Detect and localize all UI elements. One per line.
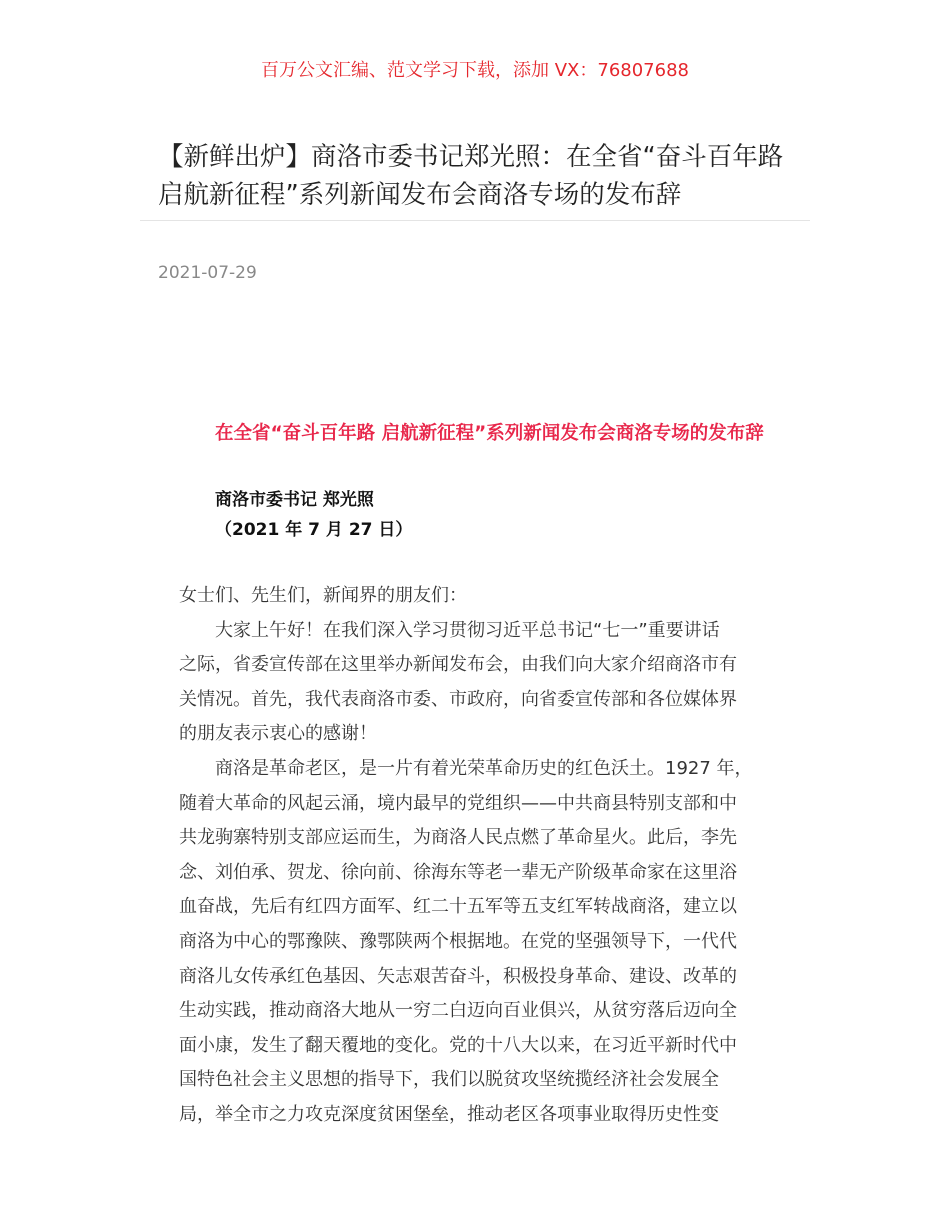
body-line: 大家上午好！在我们深入学习贯彻习近平总书记“七一”重要讲话	[215, 619, 720, 641]
body-line: 念、刘伯承、贺龙、徐向前、徐海东等老一辈无产阶级革命家在这里浴	[179, 861, 737, 883]
body-line: 的朋友表示衷心的感谢！	[179, 723, 377, 745]
body-line: 商洛为中心的鄂豫陕、豫鄂陕两个根据地。在党的坚强领导下，一代代	[179, 930, 737, 952]
speech-body	[179, 579, 779, 1133]
speech-date: （2021 年 7 月 27 日）	[215, 520, 413, 540]
body-line: 血奋战，先后有红四方面军、红二十五军等五支红军转战商洛，建立以	[179, 896, 737, 918]
promo-banner: 百万公文汇编、范文学习下载，添加 VX：76807688	[261, 60, 689, 81]
publish-date: 2021-07-29	[158, 263, 257, 283]
body-line: 商洛是革命老区，是一片有着光荣革命历史的红色沃土。1927 年，	[215, 757, 753, 779]
body-line: 局，举全市之力攻克深度贫困堡垒，推动老区各项事业取得历史性变	[179, 1103, 719, 1125]
body-line: 面小康，发生了翻天覆地的变化。党的十八大以来，在习近平新时代中	[179, 1034, 737, 1056]
speech-heading: 在全省“奋斗百年路 启航新征程”系列新闻发布会商洛专场的发布辞	[215, 423, 764, 444]
body-line: 关情况。首先，我代表商洛市委、市政府，向省委宣传部和各位媒体界	[179, 688, 737, 710]
body-line: 之际，省委宣传部在这里举办新闻发布会，由我们向大家介绍商洛市有	[179, 654, 737, 676]
speech-author: 商洛市委书记 郑光照	[215, 490, 374, 510]
body-line: 商洛儿女传承红色基因、矢志艰苦奋斗，积极投身革命、建设、改革的	[179, 965, 737, 987]
title-divider	[140, 220, 810, 221]
article-title: 【新鲜出炉】商洛市委书记郑光照：在全省“奋斗百年路 启航新征程”系列新闻发布会商洛专场的发布辞	[158, 142, 784, 210]
body-line: 随着大革命的风起云涌，境内最早的党组织——中共商县特别支部和中	[179, 792, 737, 814]
body-line: 生动实践，推动商洛大地从一穷二白迈向百业俱兴，从贫穷落后迈向全	[179, 1000, 737, 1022]
body-line: 国特色社会主义思想的指导下，我们以脱贫攻坚统揽经济社会发展全	[179, 1069, 719, 1091]
body-line: 共龙驹寨特别支部应运而生，为商洛人民点燃了革命星火。此后，李先	[179, 827, 737, 849]
body-line: 女士们、先生们，新闻界的朋友们：	[179, 585, 467, 606]
